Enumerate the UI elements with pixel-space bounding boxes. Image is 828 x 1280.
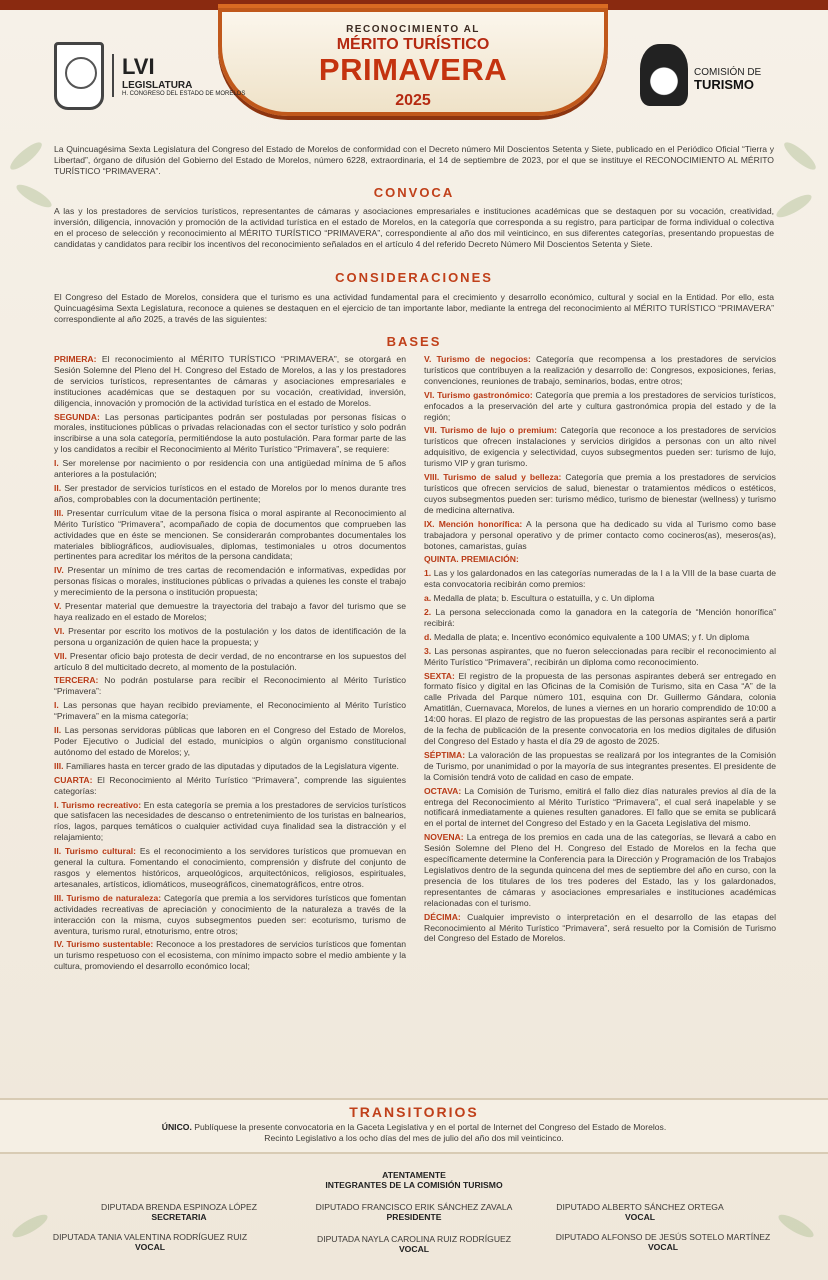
base-text: Presentar material que demuestre la trayectoria del trabajo a favor del turismo que se haya realizado en el estado de Morelos;: [54, 601, 406, 622]
base-text: La persona seleccionada como la ganadora en la categoría de “Mención honorífica” recibirá:: [424, 607, 776, 628]
signer-6: [548, 1232, 778, 1252]
congress-shield-icon: [54, 42, 104, 110]
base-text: Familiares hasta en tercer grado de las diputadas y diputados de la Legislatura vigente.: [63, 760, 399, 771]
base-label: II.: [54, 482, 62, 493]
title-banner: [218, 8, 608, 116]
logo-lvi: LVI: [122, 54, 155, 79]
base-paragraph: [424, 390, 776, 423]
signer-name: DIPUTADA NAYLA CAROLINA RUIZ RODRÍGUEZ: [316, 1234, 512, 1244]
base-label: PRIMERA:: [54, 354, 97, 364]
base-text: Cualquier imprevisto o interpretación en el desarrollo de las etapas del Reconocimiento al Mérito Turístico “Primavera”, será resuelto por la Comisión de Turismo del Congreso del Estado de Morelos.: [424, 911, 776, 944]
base-label: III. Turismo de naturaleza:: [54, 892, 162, 903]
signer-3: [540, 1202, 740, 1222]
base-label: d.: [424, 631, 432, 642]
signer-name: DIPUTADO ALFONSO DE JESÚS SOTELO MARTÍNEZ: [555, 1232, 771, 1242]
base-paragraph: [54, 601, 406, 623]
base-text: No podrán postularse para recibir el Reconocimiento al Mérito Turístico “Primavera”:: [54, 675, 406, 697]
base-text: Presentar un mínimo de tres cartas de recomendación e informativas, expedidas por personas físicas o morales, instituciones públicas o privadas a quienes les conste el trabajo y merecimiento de la persona o institución propuesta;: [54, 565, 406, 598]
base-text: Categoría que premia a los servidores turísticos que fomentan actividades recreativas de apreciación y conocimiento de la naturaleza a través de la interacción con la misma, cuyos subsegmentos pueden ser: ecoturismo, turismo de aventura, turismo rural, etnoturismo, entre otros;: [54, 892, 406, 936]
base-paragraph: [424, 671, 776, 747]
base-paragraph: [54, 651, 406, 673]
bases-right-column: [424, 354, 776, 1094]
banner-line1: RECONOCIMIENTO AL: [346, 24, 480, 35]
base-label: I.: [54, 458, 59, 469]
base-paragraph: [424, 786, 776, 830]
convoca-text: A las y los prestadores de servicios turísticos, representantes de cámaras y asociaciones empresariales e instituciones académicas que se destaquen por su vocación, creatividad, inversión, diligencia, innovación y promoción de la actividad turística en el estado de Morelos, en la categoría que corresponda a su registro, para participar de forma individual o colectiva en el proceso de selección y reconocimiento al MÉRITO TURÍSTICO “PRIMAVERA”, correspondiente al año dos mil veinticinco, en sus diferentes categorías, presentando propuestas de candidatas y candidatos para recibir los incentivos del reconocimiento señalados en el artículo 4 del referido Decreto Número Mil Doscientos Setenta y Siete.: [54, 206, 774, 249]
base-label: VI. Turismo gastronómico:: [424, 389, 533, 400]
base-paragraph: [424, 632, 776, 643]
base-label: a.: [424, 593, 432, 604]
base-label: IV. Turismo sustentable:: [54, 939, 154, 950]
base-text: Es el reconocimiento a los servidores turísticos que promuevan en general la cultura. Fomentando el conocimiento, comprensión y disfrute del conjunto de rasgos y elementos históricos, arqueológicos, arquitectónicos, religiosos, espirituales, artesanales, artísticos, idiomáticos, museográficos, cinematográficos, entre otros.: [54, 846, 406, 889]
signer-name: DIPUTADA BRENDA ESPINOZA LÓPEZ: [101, 1202, 257, 1212]
signer-role: SECRETARIA: [151, 1212, 207, 1222]
base-label: IX. Mención honorífica:: [424, 518, 523, 529]
base-label: II.: [54, 725, 62, 736]
base-paragraph: [54, 483, 406, 505]
base-label: VII.: [54, 650, 67, 661]
base-paragraph: [54, 846, 406, 890]
intro-text: La Quincuagésima Sexta Legislatura del Congreso del Estado de Morelos de conformidad con el Decreto número Mil Doscientos Setenta y Siete, publicado en el Periódico Oficial “Tierra y Libertad”, órgano de difusión del Gobierno del Estado de Morelos, número 6228, extraordinaria, el 14 de septiembre de 2023, por el que se instituye el RECONOCIMIENTO AL MÉRITO TURÍSTICO “PRIMAVERA”.: [54, 144, 774, 176]
base-paragraph: [424, 554, 776, 565]
base-text: Categoría que premia a los prestadores de servicios turísticos que ofrecen servicios de salud, bienestar o tratamientos médicos o estéticos, cuyos subsegmentos pueden ser: turismo médico, turismo de bienestar (wellness) y turismo de medicina alternativa.: [424, 472, 776, 515]
base-label: CUARTA:: [54, 774, 93, 785]
base-text: El registro de la propuesta de las personas aspirantes deberá ser entregado en formato físico y digital en las Oficinas de la Comisión de Turismo, sita en Casa “A” de la calle Privada del Parque número 101, esquina con Dr. Guillermo Gándara, colonia Amatitlán, Cuernavaca, Morelos, de lunes a viernes en un horario comprendido de 10:00 a 14:00 horas. El plazo de registro de las propuestas de las personas aspirantes será a partir de la fecha de publicación de la presente convocatoria en los medios digitales de difusión del Congreso del Estado y hasta el día 29 de agosto de 2025.: [424, 670, 776, 746]
base-label: 1.: [424, 568, 432, 579]
base-text: Categoría que reconoce a los prestadores de servicios turísticos que ofrecen instalaciones y servicios dirigidos a personas con un alto nivel adquisitivo, de exigencia y selectividad, cuyos subsegmentos pueden ser: turismo de lujo, turismo VIP y gran turismo.: [424, 425, 776, 469]
base-paragraph: [54, 412, 406, 456]
signer-role: VOCAL: [647, 1242, 679, 1252]
unico-text: Publíquese la presente convocatoria en la Gaceta Legislativa y en el portal de Internet del Congreso del Estado de Morelos.: [191, 1122, 667, 1132]
base-text: Presentar currículum vitae de la persona física o moral aspirante al Reconocimiento al Mérito Turístico “Primavera”, acompañado de copia de documentos que comprueben las actividades que en éste se mencionen. Se considerarán comprobantes documentales los materiales bibliográficos, audiovisuales, diplomas, testimoniales u otros documentos pertinentes para acreditar los méritos de la persona candidata;: [54, 507, 406, 562]
base-paragraph: [424, 354, 776, 387]
consideraciones-text: El Congreso del Estado de Morelos, considera que el turismo es una actividad fundamental para el crecimiento y desarrollo económico, cultural y social en la Entidad. Por ello, esta Quincuagésima Sexta Legislatura, reconoce a quienes se destaquen en el ejercicio de tan importante labor, mediante la entrega del reconocimiento al MÉRITO TURÍSTICO “PRIMAVERA” correspondiente al año 2025, a través de las siguientes:: [54, 292, 774, 324]
bust-logo-icon: [640, 44, 688, 106]
bases-left-column: [54, 354, 406, 1094]
base-paragraph: [54, 893, 406, 937]
base-paragraph: [424, 607, 776, 629]
base-text: Ser morelense por nacimiento o por residencia con una antigüedad mínima de 5 años anteriores a la postulación;: [54, 458, 406, 480]
unico-label: ÚNICO.: [161, 1122, 192, 1132]
signer-2: [304, 1202, 524, 1222]
base-label: V. Turismo de negocios:: [424, 354, 531, 364]
base-paragraph: [54, 626, 406, 648]
banner-year: 2025: [395, 92, 431, 109]
base-label: SÉPTIMA:: [424, 749, 466, 760]
base-text: En esta categoría se premia a los prestadores de servicios turísticos que satisfacen las necesidades de descanso o entretenimiento de los turistas en balnearios, ríos, lagos, parques temáticos o cualquier actividad cuya finalidad sea la distracción y el relajamiento;: [54, 799, 406, 843]
base-paragraph: [54, 761, 406, 772]
signer-name: DIPUTADO ALBERTO SÁNCHEZ ORTEGA: [556, 1202, 724, 1212]
signer-role: VOCAL: [134, 1242, 166, 1252]
comision-logo: [694, 68, 761, 91]
base-text: Presentar por escrito los motivos de la postulación y los datos de identificación de la persona u organización de quien hace la propuesta; y: [54, 625, 406, 647]
recinto-text: Recinto Legislativo a los ocho días del mes de julio del año dos mil veinticinco.: [264, 1133, 564, 1143]
signer-5: [304, 1234, 524, 1254]
banner-title: PRIMAVERA: [318, 52, 508, 87]
bases-heading: BASES: [386, 334, 442, 349]
base-label: 2.: [424, 607, 432, 618]
base-label: TERCERA:: [54, 675, 99, 686]
logo-legislatura: LEGISLATURA: [122, 80, 193, 91]
base-label: III.: [54, 507, 64, 518]
base-label: SEGUNDA:: [54, 411, 100, 422]
base-text: Medalla de plata; b. Escultura o estatuilla, y c. Un diploma: [431, 593, 655, 604]
leaf-decoration: [781, 139, 819, 174]
signer-role: VOCAL: [398, 1244, 430, 1254]
base-label: VIII. Turismo de salud y belleza:: [424, 472, 562, 483]
signer-name: DIPUTADO FRANCISCO ERIK SÁNCHEZ ZAVALA: [315, 1202, 513, 1212]
base-paragraph: [54, 354, 406, 409]
base-text: Medalla de plata; e. Incentivo económico equivalente a 100 UMAS; y f. Un diploma: [431, 631, 750, 642]
base-text: Las personas servidoras públicas que laboren en el Congreso del Estado de Morelos, Poder Ejecutivo o Judicial del estado, municipios o algún organismo constitucional autónomo del estado de Morelos; y,: [54, 725, 406, 757]
base-label: I. Turismo recreativo:: [54, 799, 142, 810]
banner-line2: MÉRITO TURÍSTICO: [336, 36, 490, 53]
signer-1: [84, 1202, 274, 1222]
signer-name: DIPUTADA TANIA VALENTINA RODRÍGUEZ RUIZ: [52, 1232, 248, 1242]
base-label: VII. Turismo de lujo o premium:: [424, 425, 558, 436]
base-label: I.: [54, 700, 59, 711]
logo-comision: COMISIÓN DE: [694, 67, 762, 78]
transitorios-heading: TRANSITORIOS: [349, 1104, 479, 1120]
base-paragraph: [54, 800, 406, 844]
logo-turismo: TURISMO: [694, 77, 754, 92]
base-label: V.: [54, 601, 62, 612]
leaf-decoration: [7, 139, 45, 174]
base-label: II. Turismo cultural:: [54, 846, 136, 857]
base-paragraph: [424, 593, 776, 604]
base-paragraph: [54, 725, 406, 758]
leaf-decoration: [776, 1211, 817, 1241]
base-paragraph: [54, 939, 406, 972]
consideraciones-heading: CONSIDERACIONES: [335, 270, 493, 285]
integrantes-label: INTEGRANTES DE LA COMISIÓN TURISMO: [325, 1180, 503, 1190]
base-label: VI.: [54, 625, 65, 636]
signer-role: PRESIDENTE: [386, 1212, 442, 1222]
logo-congreso: H. CONGRESO DEL ESTADO DE MORELOS: [122, 91, 246, 97]
base-text: La Comisión de Turismo, emitirá el fallo diez días naturales previos al día de la entrega del Reconocimiento al Mérito Turístico “Primavera”, el cual será inapelable y se notificará inmediatamente a quienes resulten ganadores. El fallo que se emita se publicará en el portal de internet del Congreso del Estado y en la Gaceta Legislativa del mismo.: [424, 785, 776, 829]
signer-4: [40, 1232, 260, 1252]
atentamente: [214, 1170, 614, 1190]
base-paragraph: [424, 750, 776, 783]
base-text: Las personas aspirantes, que no fueron seleccionadas para recibir el reconocimiento al Mérito Turístico “Primavera”, recibirán un diploma como reconocimiento.: [424, 645, 776, 667]
base-text: El reconocimiento al MÉRITO TURÍSTICO “PRIMAVERA”, se otorgará en Sesión Solemne del Pleno del H. Congreso del Estado de Morelos, a las y los prestadores de servicios turísticos, representantes de cámaras y asociaciones empresariales e instituciones académicas que se destaquen por su vocación, creatividad, inversión, diligencia, innovación y promoción de la actividad turística en el estado de Morelos.: [54, 354, 406, 408]
base-paragraph: [424, 832, 776, 908]
base-label: QUINTA. PREMIACIÓN:: [424, 554, 519, 565]
base-paragraph: [54, 508, 406, 563]
legislatura-logo: [112, 54, 245, 97]
base-paragraph: [54, 458, 406, 480]
base-label: SEXTA:: [424, 670, 455, 681]
base-text: La entrega de los premios en cada una de las categorías, se llevará a cabo en Sesión Solemne del Pleno del H. Congreso del Estado de Morelos en la fecha que específicamente determine la Conferencia para la Dirección y Programación de los Trabajos Legislativos dentro de la segunda quincena del mes de septiembre del año en curso, con la presencia de los titulares de los tres poderes del Estado, las y los galardonados, representantes de cámaras y asociaciones empresariales e instituciones académicas relacionadas con el turismo.: [424, 832, 776, 908]
base-text: A la persona que ha dedicado su vida al Turismo como base trabajadora y personal operativo y de primer contacto como cocineros(as), meseros(as), botones, camaristas, guías: [424, 518, 776, 551]
base-paragraph: [424, 519, 776, 552]
base-label: DÉCIMA:: [424, 911, 461, 922]
signer-role: VOCAL: [624, 1212, 656, 1222]
base-text: Reconoce a los prestadores de servicios turísticos que fomentan un turismo respetuoso con el ecosistema, con mínimo impacto sobre el medio ambiente y la cultura, promoviendo el desarrollo económico local;: [54, 939, 406, 972]
base-text: Categoría que recompensa a los prestadores de servicios turísticos que contribuyen a la realización y desarrollo de: Congresos, exposiciones, ferias, convenciones, reuniones de trabajo, seminarios, bodas, entre otros;: [424, 354, 776, 386]
base-label: OCTAVA:: [424, 785, 462, 796]
base-paragraph: [424, 568, 776, 590]
base-paragraph: [54, 565, 406, 598]
base-paragraph: [424, 646, 776, 668]
base-paragraph: [54, 700, 406, 722]
base-text: La valoración de las propuestas se realizará por los integrantes de la Comisión de Turismo, por unanimidad o por la mayoría de sus integrantes presentes. El presidente de la Comisión tendrá voto de calidad en caso de empate.: [424, 749, 776, 782]
base-label: III.: [54, 760, 64, 771]
base-paragraph: [54, 675, 406, 697]
base-label: IV.: [54, 565, 64, 576]
base-label: NOVENA:: [424, 832, 464, 843]
base-paragraph: [424, 912, 776, 945]
base-text: Las personas participantes podrán ser postuladas por personas físicas o morales, instituciones públicas o privadas relacionadas con el sector turístico y solo podrán inscribirse a una sola categoría, permitiéndose la auto postulación. Para formar parte de las y los candidatos a recibir el Reconocimiento al Mérito Turístico “Primavera”, se requiere:: [54, 411, 406, 455]
base-text: Presentar oficio bajo protesta de decir verdad, de no encontrarse en los supuestos del artículo 8 del multicitado decreto, al momento de la postulación.: [54, 650, 406, 672]
convoca-heading: CONVOCA: [373, 185, 455, 200]
base-label: 3.: [424, 645, 432, 656]
base-text: Las y los galardonados en las categorías numeradas de la I a la VIII de la base cuarta de esta convocatoria recibirán como premios:: [424, 568, 776, 590]
atentamente-label: ATENTAMENTE: [382, 1170, 446, 1180]
base-text: Categoría que premia a los prestadores de servicios turísticos, enfocados a la preservación del arte y cultura gastronómica propia del estado y de la región;: [424, 389, 776, 422]
base-text: Ser prestador de servicios turísticos en el estado de Morelos por lo menos durante tres años, comprobables con la documentación pertinente;: [54, 482, 406, 504]
base-text: El Reconocimiento al Mérito Turístico “Primavera”, comprende las siguientes categorías:: [54, 774, 406, 796]
transitorios-text: [60, 1122, 768, 1144]
base-paragraph: [424, 472, 776, 516]
base-paragraph: [54, 775, 406, 797]
base-text: Las personas que hayan recibido previamente, el Reconocimiento al Mérito Turístico “Primavera” en la misma categoría;: [54, 700, 406, 722]
base-paragraph: [424, 425, 776, 469]
